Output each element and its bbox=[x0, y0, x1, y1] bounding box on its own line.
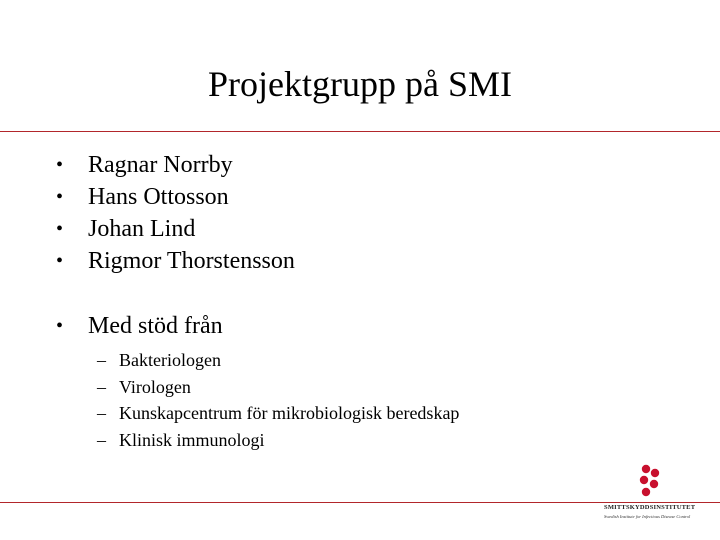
member-name: Hans Ottosson bbox=[88, 184, 229, 210]
support-item-label: Kunskapcentrum för mikrobiologisk beredskap bbox=[119, 403, 460, 423]
support-item-label: Bakteriologen bbox=[119, 350, 221, 370]
list-item bbox=[56, 245, 295, 277]
slide-title: Projektgrupp på SMI bbox=[208, 64, 512, 104]
member-name: Johan Lind bbox=[88, 216, 196, 242]
support-list bbox=[56, 347, 459, 453]
dash-icon: – bbox=[97, 403, 106, 423]
member-name: Ragnar Norrby bbox=[88, 152, 233, 178]
bullet-icon: • bbox=[56, 218, 64, 240]
support-item-label: Klinisk immunologi bbox=[119, 429, 265, 450]
support-heading-label: Med stöd från bbox=[88, 313, 223, 339]
bullet-icon: • bbox=[56, 186, 64, 208]
list-item bbox=[56, 374, 459, 401]
dash-icon: – bbox=[97, 429, 106, 450]
support-heading bbox=[56, 309, 459, 343]
smi-logo bbox=[590, 462, 720, 532]
bullet-icon: • bbox=[56, 315, 64, 337]
bullet-icon: • bbox=[56, 250, 64, 272]
logo-name: SMITTSKYDDSINSTITUTET bbox=[604, 504, 696, 511]
title-divider bbox=[0, 131, 720, 132]
dash-icon: – bbox=[97, 350, 106, 370]
support-section bbox=[56, 309, 459, 453]
list-item bbox=[56, 213, 295, 245]
logo-mark-icon bbox=[635, 464, 665, 498]
logo-tagline: Swedish Institute for Infectious Disease Control bbox=[604, 514, 691, 519]
list-item bbox=[56, 181, 295, 213]
support-item-label: Virologen bbox=[119, 376, 191, 397]
member-list bbox=[56, 149, 295, 277]
member-name: Rigmor Thorstensson bbox=[88, 248, 295, 274]
dash-icon: – bbox=[97, 376, 106, 397]
list-item bbox=[56, 149, 295, 181]
list-item bbox=[56, 400, 459, 427]
bullet-icon: • bbox=[56, 154, 64, 176]
list-item bbox=[56, 427, 459, 454]
list-item bbox=[56, 347, 459, 374]
